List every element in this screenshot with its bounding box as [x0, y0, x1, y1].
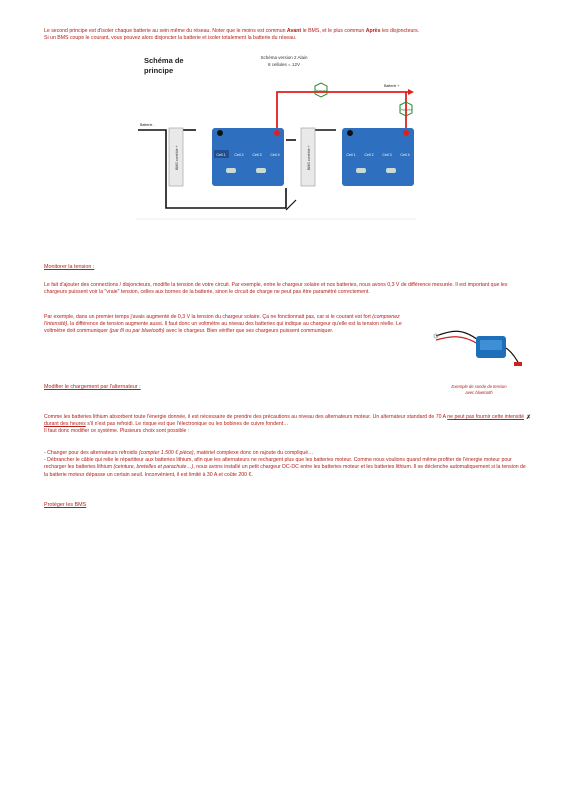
- sensor-label: [480, 340, 502, 350]
- terminal-negative-icon-2: [347, 130, 353, 136]
- intro-line2: Si un BMS coupe le courant, vous pouvez alors disjoncter la batterie et isoler totalement la batterie du réseau.: [44, 35, 297, 42]
- battery-group-2: [342, 128, 414, 186]
- alt-p1-a: Comme les batteries lithium absorbent toute l'énergie donnée, il est nécessaire de prendre des précautions au niveau des alternateurs moteur. Un alternateur standard de 70 A: [44, 414, 448, 420]
- cell-connector-4: [386, 168, 396, 173]
- monitor-paragraph-1: Le fait d'ajouter des connections / disjoncteurs, modifie la tension de votre circuit. Par exemple, entre le chargeur solaire et nos batteries, nous avons 0,3 V de différence mesurée. Il est important que les chargeurs puissent voir la "vraie" tension, celles aux bornes de la batterie, sinon le circuit de charge ne peut pas être paramétré correctement.: [44, 282, 508, 296]
- intro-apres: Après: [365, 28, 381, 34]
- monitor-p2-c: avec le chargeur. Bien vérifier que ses chargeurs puissent communiquer.: [164, 328, 334, 335]
- x-mark-icon: ✗: [526, 415, 532, 421]
- fuse-icon: [514, 362, 522, 366]
- alternator-list: [44, 450, 528, 479]
- cell-connector-3: [356, 168, 366, 173]
- alt-li1-a: - Changer pour des alternateurs refroidis: [44, 450, 139, 456]
- monitor-paragraph-2: [44, 314, 424, 336]
- battery-group-1: [212, 128, 284, 186]
- sensor-caption: [434, 384, 524, 396]
- battery-pack-2: [342, 128, 414, 186]
- diagram-subtitle-2: 8 cellules = 12V: [268, 62, 300, 67]
- alt-li2-b: , nous avons installé un petit chargeur DC-DC entre les batteries moteur et les batteries lithium. Il se déclenche automatiquement si la tension de la batterie moteur dépasse un certain seuil. Inconvénient, il est limité à 30 A et coûte 200 €.: [44, 464, 526, 478]
- voltage-sensor-image: [432, 318, 524, 374]
- diagram-subtitle-1: Schéma version 2 Alain: [260, 55, 308, 60]
- cell2-g1: Cell 2: [234, 153, 244, 157]
- terminal-positive-icon-2: [403, 130, 409, 136]
- breaker-label-1: Disjoncteur: [314, 89, 328, 93]
- heading-monitor: Monitorer la tension :: [44, 264, 95, 270]
- label-batterie-plus: Batterie +: [384, 84, 400, 88]
- alt-li2-it: (ceinture, bretelles et parachute…): [113, 464, 194, 471]
- wire-positive-1: [277, 92, 408, 130]
- monitor-p2-b: , la différence de tension augmente aussi. Il faut donc un voltmètre au niveau des batteries qui indique au chargeur qu'elle est la tension réelle. Le voltmètre doit communiquer: [44, 321, 402, 335]
- sensor-wire-red: [436, 337, 478, 344]
- intro-paragraph: [44, 28, 524, 42]
- alt-p1-b: s'il n'est pas refroidi. Le risque est que l'électronique ou les bobines de cuivre fondent…: [85, 421, 289, 428]
- cell-connector-1: [226, 168, 236, 173]
- cell3-g2: Cell 3: [382, 153, 392, 157]
- diagram-title-1: Schéma de: [144, 56, 184, 65]
- wire-junction: [286, 200, 296, 210]
- intro-line1-a: Le second principe est d'isoler chaque batterie au sein même du réseau. Noter que le moins est commun: [44, 28, 287, 34]
- cell1-g1: Cell 1: [216, 153, 226, 157]
- heading-alternator: Modifier le chargement par l'alternateur :: [44, 384, 141, 390]
- cell2-g2: Cell 2: [364, 153, 374, 157]
- cell3-g1: Cell 3: [252, 153, 262, 157]
- schema-diagram: [136, 50, 416, 220]
- terminal-negative-icon: [217, 130, 223, 136]
- diagram-title-2: principe: [144, 66, 174, 75]
- arrow-positive: [408, 89, 414, 95]
- cell-connector-2: [256, 168, 266, 173]
- sensor-caption-2: avec bluetooth: [465, 390, 493, 395]
- terminal-positive-icon: [274, 130, 280, 136]
- alt-p2: Il faut donc modifier ce système. Plusieurs choix sont possible :: [44, 428, 190, 435]
- alt-li2-a: - Débrancher le câble qui relie le répartiteur aux batteries lithium, afin que les alternateurs ne rechargent plus que les batteries moteur. Comme nous voulions quand même profiter de l'énergie moteur pour recharger les batteries lithium: [44, 457, 512, 471]
- bms-label-2: BMS contrôle +: [307, 145, 311, 170]
- alt-li1-b: , matériel complexe donc on rajoute du compliqué…: [193, 450, 314, 456]
- sensor-caption-1: Exemple de sonde de tension: [451, 384, 507, 389]
- intro-avant: Avant: [286, 28, 302, 34]
- intro-line1-c: le BMS, et le plus commun: [301, 28, 366, 34]
- cell4-g1: Cell 4: [270, 153, 280, 157]
- monitor-p2-it2: (par fil ou par bluetooth): [109, 328, 165, 335]
- alt-li1-it: (compter 1.500 € pièce): [138, 450, 194, 456]
- bms-label-1: BMS contrôle +: [175, 145, 179, 170]
- intro-line1-d: les disjoncteurs.: [380, 28, 420, 34]
- heading-bms: Protéger les BMS: [44, 502, 87, 508]
- breaker-label-2: Disjoncteur: [399, 108, 413, 112]
- monitor-p2-a: Par exemple, dans un premier temps j'avais augmenté de 0,3 V la tension du chargeur solaire. Ça ne fonctionnait pas, car si le courant est fort: [44, 314, 373, 320]
- alt-p1-ul: ne peut pas fournir cette intensité durant des heures: [44, 414, 524, 428]
- label-batterie-minus: Batterie -: [140, 123, 155, 127]
- monitor-p2-it1: (comprenez l'intensité): [44, 314, 400, 328]
- alternator-paragraph-1: [44, 414, 528, 436]
- cell1-g2: Cell 1: [346, 153, 356, 157]
- cell4-g2: Cell 4: [400, 153, 410, 157]
